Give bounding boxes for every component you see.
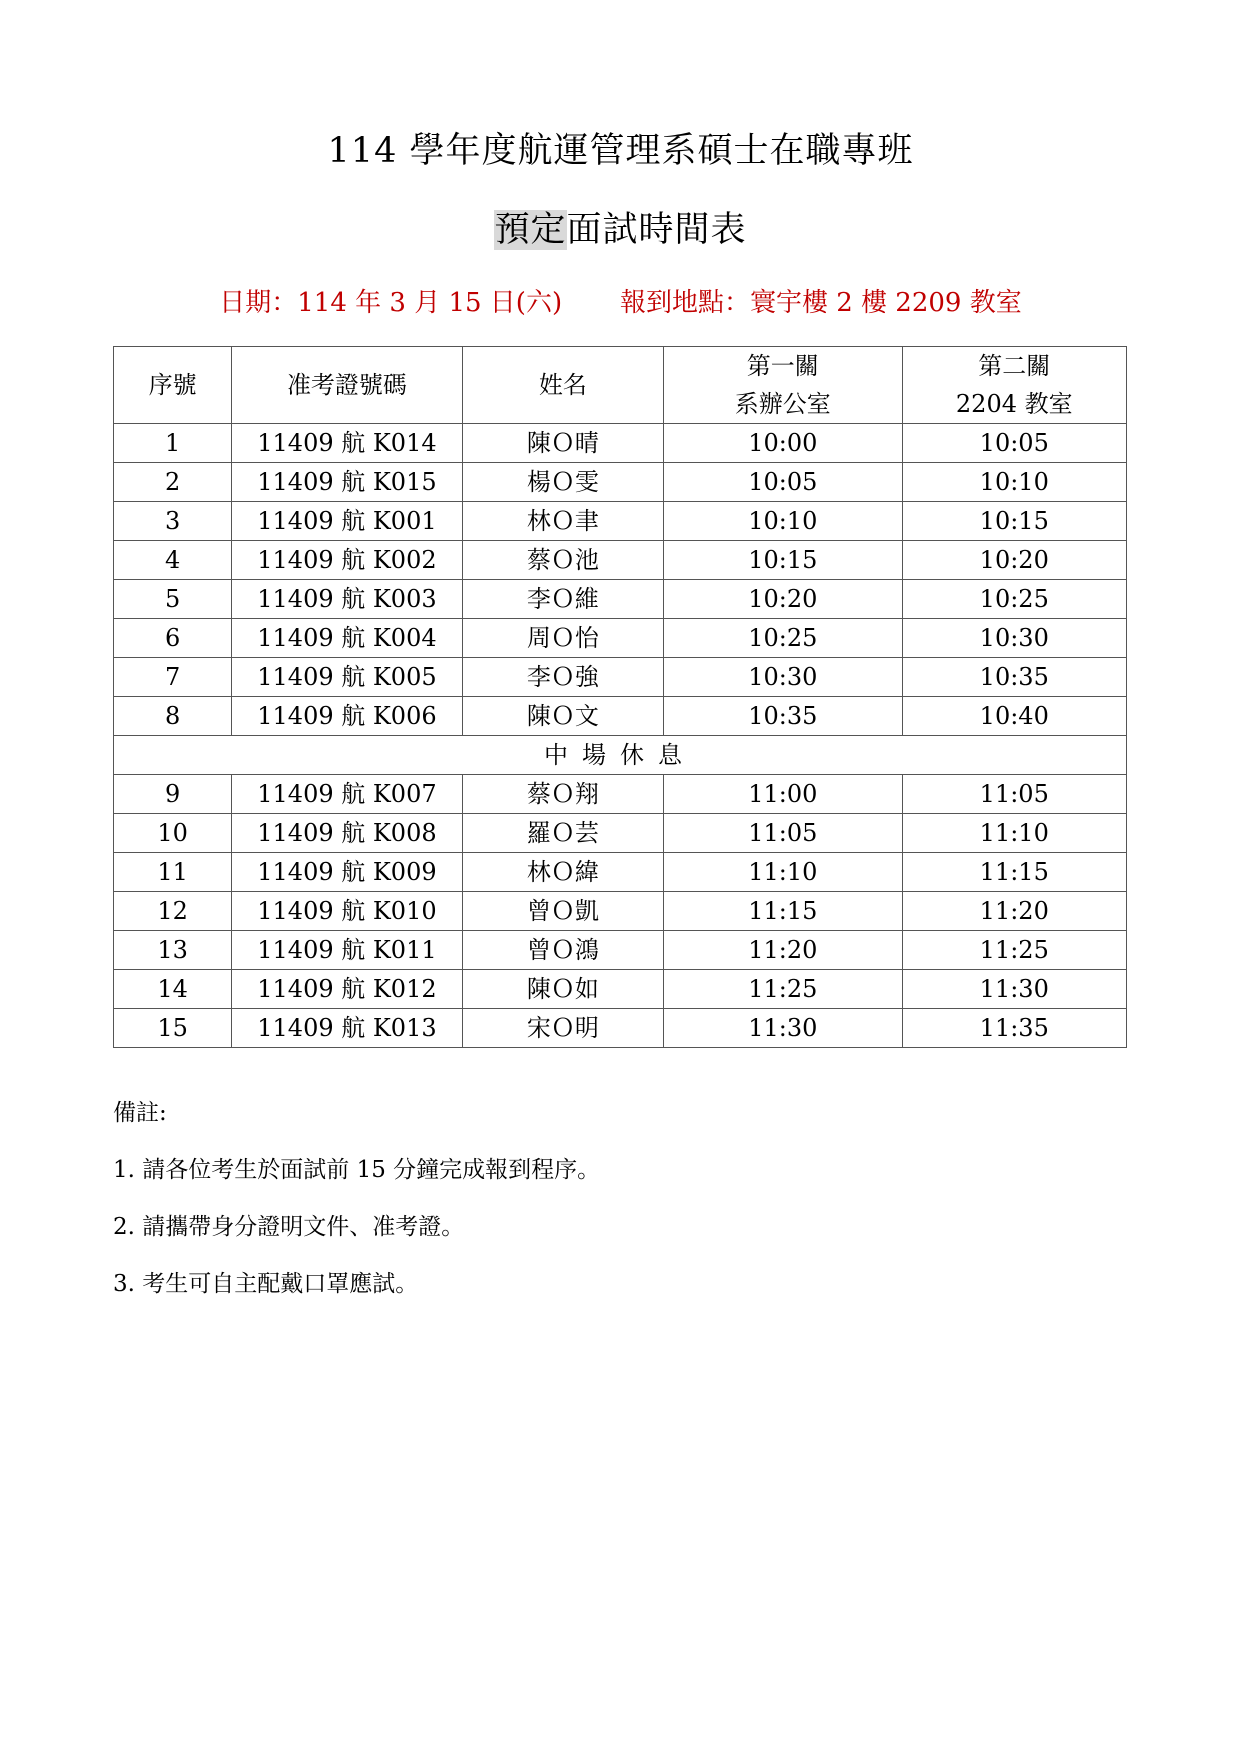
cell-name: 曾Ｏ凱 [462,892,663,931]
table-row [114,970,1127,1009]
cell-name: 林Ｏ緯 [462,853,663,892]
cell-time-stage1: 11:05 [664,814,902,853]
table-row [114,853,1127,892]
table-row [114,463,1127,502]
cell-name: 李Ｏ維 [462,580,663,619]
note-item: 3. 考生可自主配戴口罩應試。 [113,1271,419,1297]
cell-no: 5 [114,580,232,619]
cell-time-stage2: 10:25 [902,580,1126,619]
cell-no: 8 [114,697,232,736]
cell-name: 曾Ｏ鴻 [462,931,663,970]
cell-exam-id: 11409 航 K003 [232,580,462,619]
header-stage1 [664,347,902,424]
cell-time-stage1: 11:20 [664,931,902,970]
cell-exam-id: 11409 航 K015 [232,463,462,502]
cell-name: 陳Ｏ文 [462,697,663,736]
cell-time-stage2: 11:20 [902,892,1126,931]
table-row [114,619,1127,658]
cell-time-stage1: 10:00 [664,424,902,463]
table-header-row [114,347,1127,424]
page-title: 114 學年度航運管理系碩士在職專班 [327,131,914,171]
cell-exam-id: 11409 航 K011 [232,931,462,970]
cell-exam-id: 11409 航 K014 [232,424,462,463]
cell-no: 14 [114,970,232,1009]
notes-title: 備註: [113,1100,167,1126]
cell-time-stage1: 10:30 [664,658,902,697]
note-item: 2. 請攜帶身分證明文件、准考證。 [113,1214,465,1240]
stage2-title: 第二關 [978,352,1051,380]
cell-name: 蔡Ｏ翔 [462,775,663,814]
cell-time-stage2: 10:05 [902,424,1126,463]
cell-exam-id: 11409 航 K007 [232,775,462,814]
cell-name: 楊Ｏ雯 [462,463,663,502]
cell-exam-id: 11409 航 K001 [232,502,462,541]
cell-name: 蔡Ｏ池 [462,541,663,580]
note-item: 1. 請各位考生於面試前 15 分鐘完成報到程序。 [113,1157,601,1183]
table-row [114,424,1127,463]
table-row [114,697,1127,736]
highlighted-word: 預定 [494,210,567,250]
cell-time-stage2: 11:10 [902,814,1126,853]
cell-time-stage1: 10:05 [664,463,902,502]
cell-time-stage1: 10:15 [664,541,902,580]
notes-section [113,1095,1113,1323]
cell-time-stage1: 11:00 [664,775,902,814]
break-row [114,736,1127,775]
cell-name: 陳Ｏ如 [462,970,663,1009]
cell-exam-id: 11409 航 K009 [232,853,462,892]
cell-time-stage1: 11:30 [664,1009,902,1048]
cell-time-stage2: 11:05 [902,775,1126,814]
table-row [114,931,1127,970]
cell-time-stage2: 11:30 [902,970,1126,1009]
cell-time-stage2: 11:15 [902,853,1126,892]
header-name: 姓名 [462,347,663,424]
table-row [114,502,1127,541]
cell-exam-id: 11409 航 K002 [232,541,462,580]
break-label: 中場休息 [114,736,1127,775]
schedule-table [113,346,1127,1048]
cell-exam-id: 11409 航 K008 [232,814,462,853]
cell-no: 11 [114,853,232,892]
cell-exam-id: 11409 航 K012 [232,970,462,1009]
interview-date: 日期：114 年 3 月 15 日(六) [219,288,563,318]
table-row [114,580,1127,619]
cell-name: 宋Ｏ明 [462,1009,663,1048]
cell-time-stage2: 10:35 [902,658,1126,697]
header-no: 序號 [114,347,232,424]
subtitle-rest: 面試時間表 [566,210,747,250]
cell-name: 林Ｏ聿 [462,502,663,541]
cell-no: 15 [114,1009,232,1048]
cell-exam-id: 11409 航 K013 [232,1009,462,1048]
table-row [114,814,1127,853]
cell-no: 12 [114,892,232,931]
cell-time-stage1: 10:10 [664,502,902,541]
cell-time-stage1: 11:15 [664,892,902,931]
cell-time-stage2: 10:30 [902,619,1126,658]
cell-name: 羅Ｏ芸 [462,814,663,853]
table-row [114,775,1127,814]
table-row [114,892,1127,931]
date-location-line [0,285,1241,321]
cell-name: 周Ｏ怡 [462,619,663,658]
cell-no: 3 [114,502,232,541]
cell-no: 2 [114,463,232,502]
stage2-room: 2204 教室 [955,390,1073,418]
table-row [114,1009,1127,1048]
cell-name: 陳Ｏ晴 [462,424,663,463]
cell-time-stage1: 11:25 [664,970,902,1009]
cell-no: 6 [114,619,232,658]
stage1-room: 系辦公室 [734,390,831,418]
cell-no: 9 [114,775,232,814]
stage1-title: 第一關 [746,352,819,380]
cell-time-stage1: 10:35 [664,697,902,736]
header-exam-id: 准考證號碼 [232,347,462,424]
cell-time-stage2: 10:10 [902,463,1126,502]
cell-time-stage1: 10:25 [664,619,902,658]
cell-time-stage2: 10:20 [902,541,1126,580]
cell-time-stage1: 10:20 [664,580,902,619]
cell-time-stage1: 11:10 [664,853,902,892]
cell-exam-id: 11409 航 K004 [232,619,462,658]
header-stage2 [902,347,1126,424]
check-in-location: 報到地點：寰宇樓 2 樓 2209 教室 [619,288,1022,318]
cell-time-stage2: 10:40 [902,697,1126,736]
cell-time-stage2: 11:25 [902,931,1126,970]
cell-exam-id: 11409 航 K010 [232,892,462,931]
cell-no: 13 [114,931,232,970]
cell-exam-id: 11409 航 K006 [232,697,462,736]
table-row [114,541,1127,580]
table-row [114,658,1127,697]
cell-name: 李Ｏ強 [462,658,663,697]
cell-time-stage2: 11:35 [902,1009,1126,1048]
cell-no: 1 [114,424,232,463]
page-subtitle [0,207,1241,253]
cell-exam-id: 11409 航 K005 [232,658,462,697]
cell-no: 4 [114,541,232,580]
cell-no: 10 [114,814,232,853]
cell-time-stage2: 10:15 [902,502,1126,541]
cell-no: 7 [114,658,232,697]
